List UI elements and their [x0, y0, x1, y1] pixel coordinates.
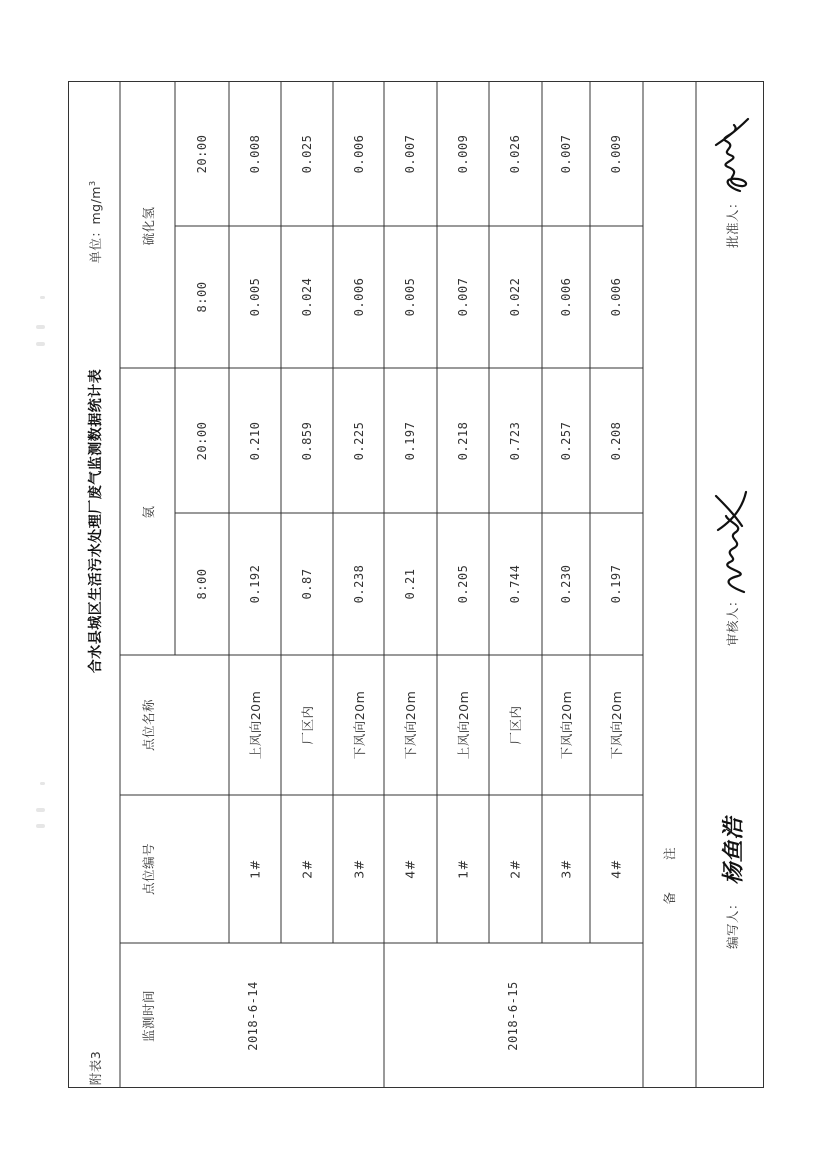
h2s-2000-cell: 0.007: [559, 134, 573, 174]
nh3-0800-cell: 0.238: [352, 564, 366, 604]
scan-mark: [36, 808, 45, 812]
point-id-cell: 4#: [402, 859, 418, 879]
header-ammonia: 氨: [141, 505, 156, 519]
h2s-0800-cell: 0.024: [300, 277, 314, 317]
nh3-0800-cell: 0.205: [456, 564, 470, 604]
h2s-0800-cell: 0.005: [403, 277, 417, 317]
nh3-2000-cell: 0.197: [403, 421, 417, 461]
date-cell: 2018-6-15: [506, 981, 520, 1051]
unit-label: 单位：$mg/m^3$: [87, 180, 103, 264]
h2s-2000-cell: 0.009: [456, 134, 470, 174]
nh3-2000-cell: 0.257: [559, 421, 573, 461]
h2s-2000-cell: 0.006: [352, 134, 366, 174]
header-nh3-0800: 8:00: [195, 568, 209, 600]
point-name-cell: 上风向20m: [248, 690, 263, 760]
header-h2s-2000: 20:00: [195, 134, 209, 174]
point-id-cell: 1#: [455, 859, 471, 879]
remark-label: 备 注: [662, 833, 677, 905]
point-name-cell: 下风向20m: [403, 690, 418, 760]
h2s-0800-cell: 0.022: [508, 277, 522, 317]
approver-signature: [708, 115, 758, 195]
scan-mark: [40, 296, 45, 299]
h2s-0800-cell: 0.006: [352, 277, 366, 317]
nh3-2000-cell: 0.859: [300, 421, 314, 461]
nh3-0800-cell: 0.230: [559, 564, 573, 604]
nh3-2000-cell: 0.210: [248, 421, 262, 461]
header-nh3-2000: 20:00: [195, 421, 209, 461]
point-id-cell: 2#: [507, 859, 523, 879]
h2s-2000-cell: 0.008: [248, 134, 262, 174]
rotated-table-sheet: [68, 81, 764, 1088]
h2s-2000-cell: 0.007: [403, 134, 417, 174]
point-id-cell: 1#: [247, 859, 263, 879]
h2s-0800-cell: 0.006: [609, 277, 623, 317]
scan-mark: [36, 325, 45, 329]
point-id-cell: 3#: [558, 859, 574, 879]
nh3-2000-cell: 0.225: [352, 421, 366, 461]
nh3-2000-cell: 0.218: [456, 421, 470, 461]
nh3-0800-cell: 0.192: [248, 564, 262, 604]
reviewer-signature: [708, 486, 758, 596]
h2s-2000-cell: 0.009: [609, 134, 623, 174]
h2s-2000-cell: 0.026: [508, 134, 522, 174]
nh3-0800-cell: 0.197: [609, 564, 623, 604]
header-h2s: 硫化氢: [141, 206, 156, 246]
reviewed-by-label: 审核人：: [725, 593, 740, 647]
header-point-name: 点位名称: [141, 698, 156, 752]
approved-by-label: 批准人：: [725, 195, 740, 249]
header-point-id: 点位编号: [141, 842, 156, 896]
h2s-0800-cell: 0.005: [248, 277, 262, 317]
nh3-2000-cell: 0.723: [508, 421, 522, 461]
point-id-cell: 3#: [351, 859, 367, 879]
scan-mark: [36, 342, 45, 346]
h2s-0800-cell: 0.007: [456, 277, 470, 317]
nh3-0800-cell: 0.21: [403, 568, 417, 600]
nh3-2000-cell: 0.208: [609, 421, 623, 461]
header-h2s-0800: 8:00: [195, 281, 209, 313]
point-name-cell: 下风向20m: [609, 690, 624, 760]
page-title: 合水县城区生活污水处理厂废气监测数据统计表: [88, 368, 104, 674]
point-id-cell: 4#: [608, 859, 624, 879]
point-name-cell: 厂区内: [300, 705, 315, 745]
point-name-cell: 上风向20m: [456, 690, 471, 760]
point-name-cell: 下风向20m: [559, 690, 574, 760]
nh3-0800-cell: 0.87: [300, 568, 314, 600]
point-id-cell: 2#: [299, 859, 315, 879]
h2s-0800-cell: 0.006: [559, 277, 573, 317]
header-date: 监测时间: [141, 989, 156, 1043]
scan-mark: [40, 782, 45, 785]
scan-mark: [36, 824, 45, 828]
date-cell: 2018-6-14: [246, 981, 260, 1051]
point-name-cell: 厂区内: [508, 705, 523, 745]
h2s-2000-cell: 0.025: [300, 134, 314, 174]
point-name-cell: 下风向20m: [352, 690, 367, 760]
appendix-label: 附表3: [88, 1050, 103, 1086]
prepared-by-label: 编写人：: [725, 896, 740, 950]
prepared-by-signature: 杨鱼浩: [720, 817, 747, 885]
nh3-0800-cell: 0.744: [508, 564, 522, 604]
